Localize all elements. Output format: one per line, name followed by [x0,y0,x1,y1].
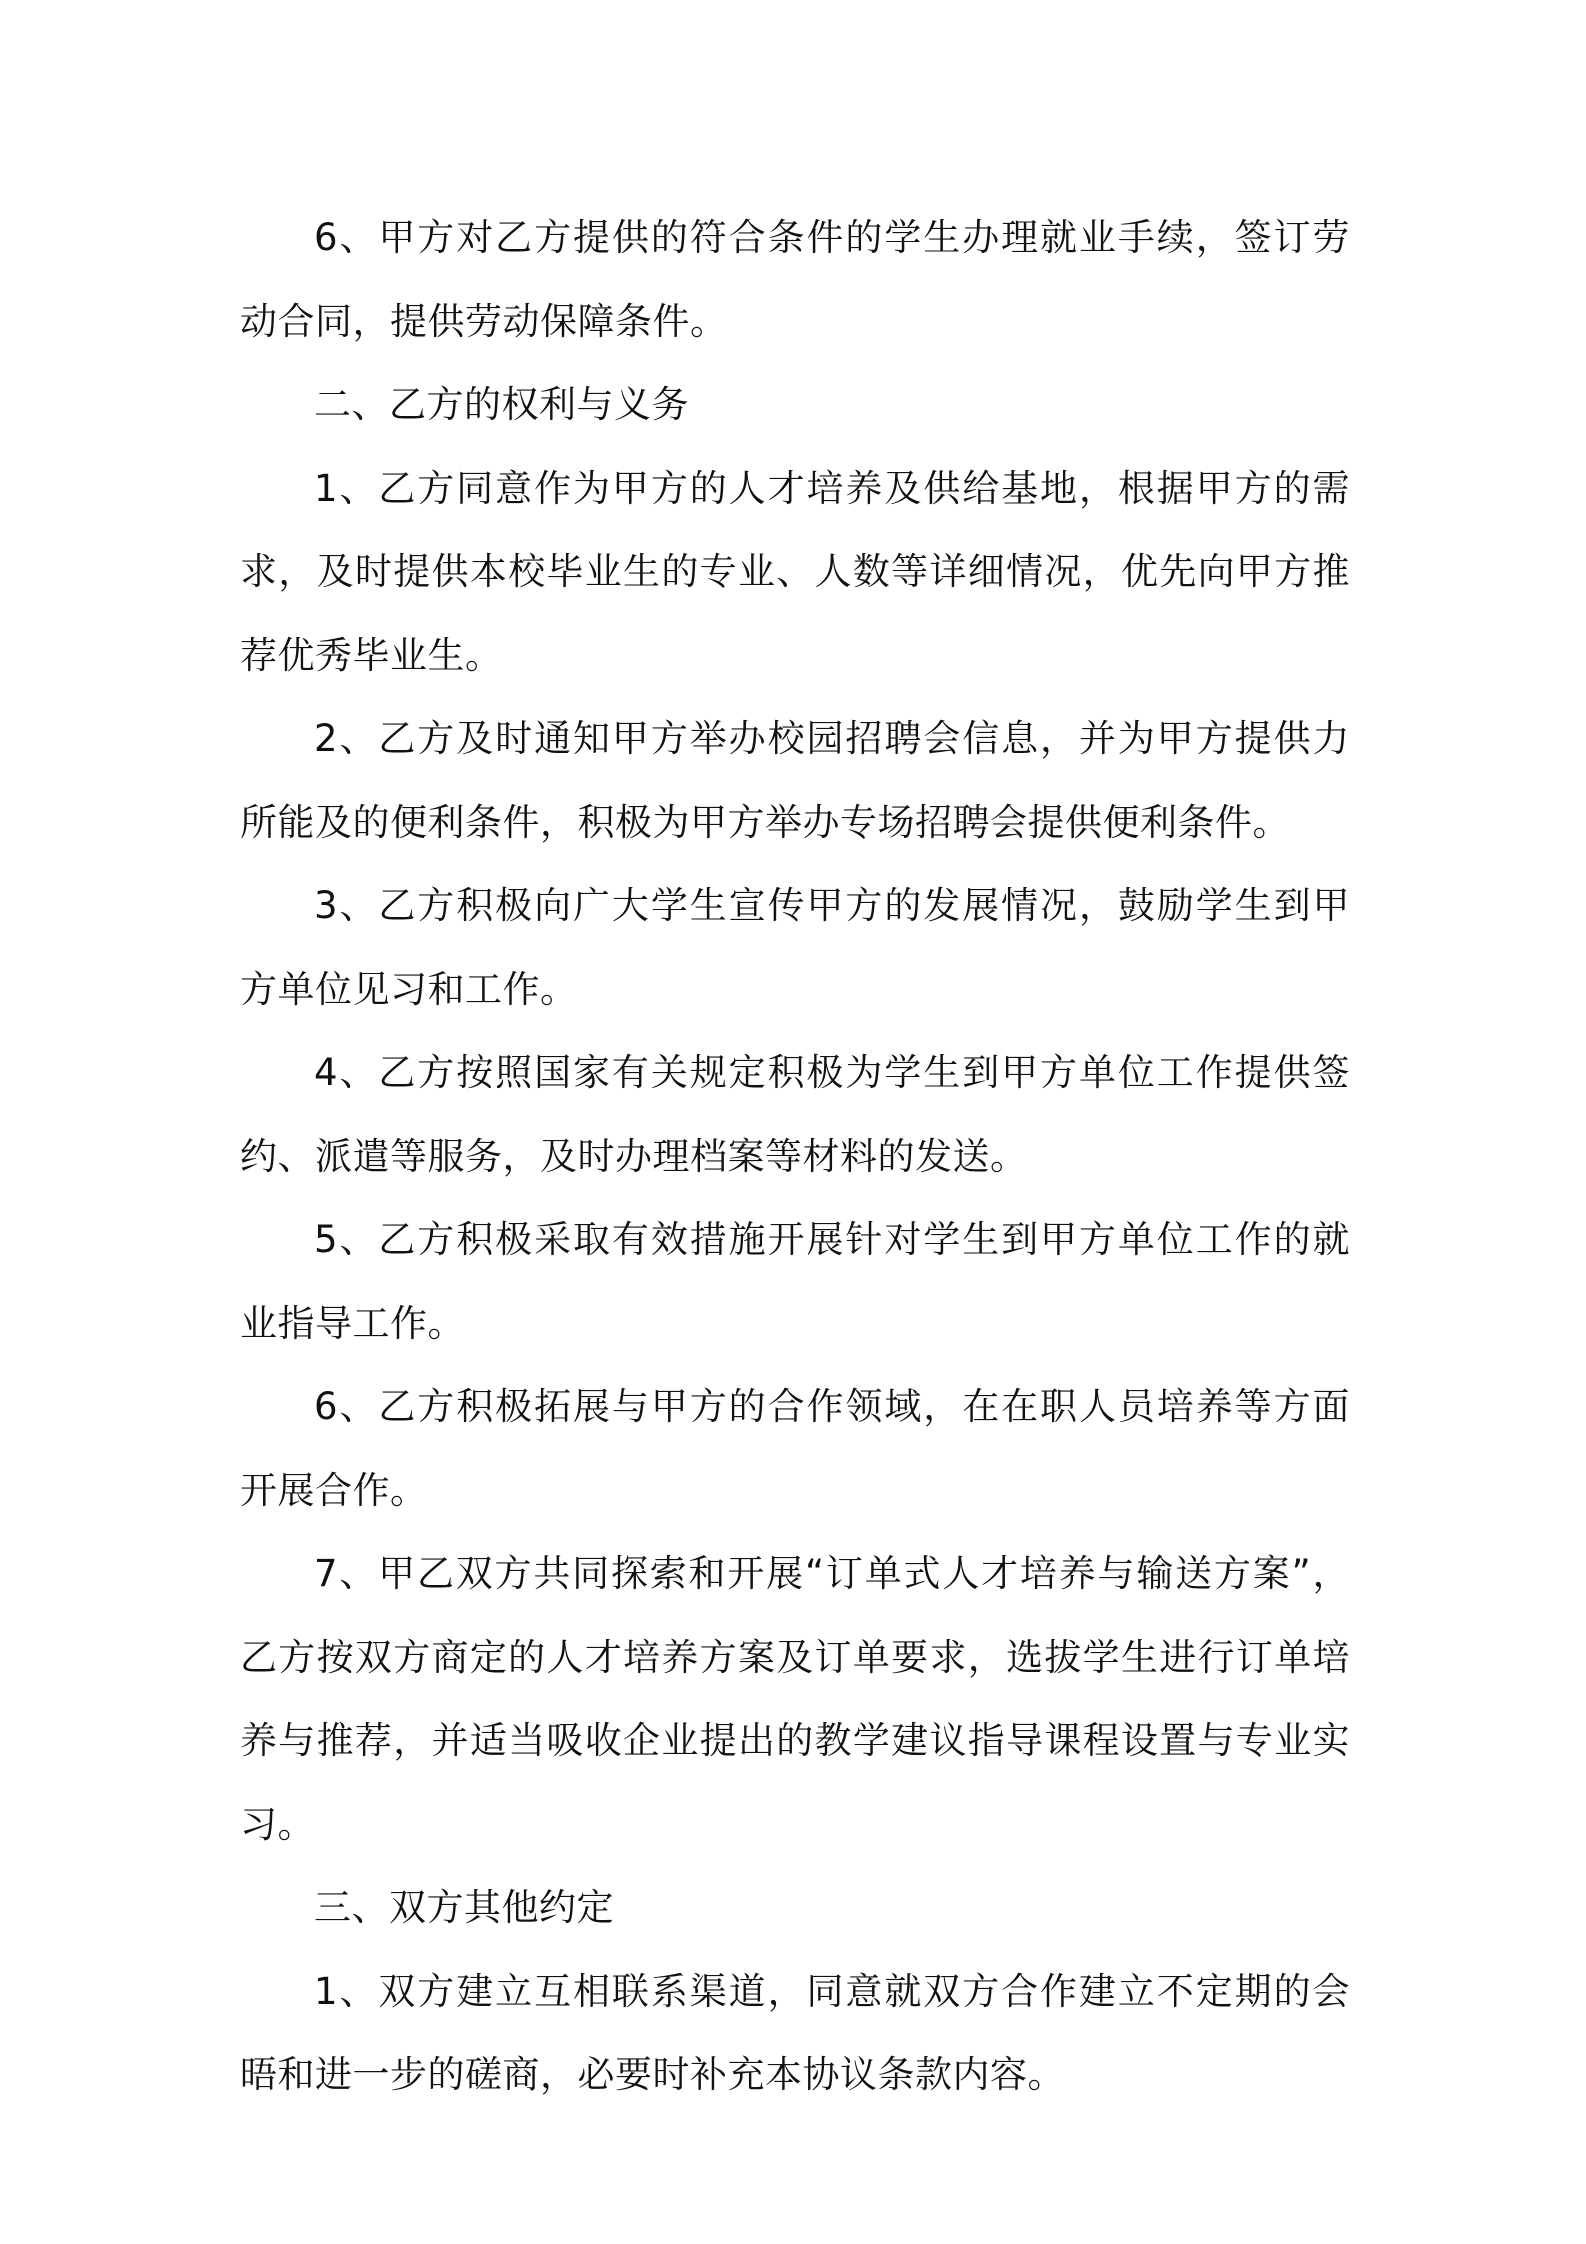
paragraph-party-b-item-1: 1、乙方同意作为甲方的人才培养及供给基地，根据甲方的需求，及时提供本校毕业生的专业、人数等详细情况，优先向甲方推荐优秀毕业生。 [240,466,1350,677]
paragraph-party-b-item-7: 7、甲乙双方共同探索和开展“订单式人才培养与输送方案”，乙方按双方商定的人才培养方案及订单要求，选拔学生进行订单培养与推荐，并适当吸收企业提出的教学建议指导课程设置与专业实习。 [240,1552,1350,1846]
section-heading-other-agreements: 三、双方其他约定 [314,1886,614,1929]
paragraph-party-b-item-4: 4、乙方按照国家有关规定积极为学生到甲方单位工作提供签约、派遣等服务，及时办理档案等材料的发送。 [240,1051,1350,1178]
section-heading-party-b-rights: 二、乙方的权利与义务 [314,383,689,426]
paragraph-party-b-item-6: 6、乙方积极拓展与甲方的合作领域，在在职人员培养等方面开展合作。 [240,1385,1350,1512]
paragraph-other-item-1: 1、双方建立互相联系渠道，同意就双方合作建立不定期的会晤和进一步的磋商，必要时补充本协议条款内容。 [240,1969,1350,2096]
paragraph-party-b-item-5: 5、乙方积极采取有效措施开展针对学生到甲方单位工作的就业指导工作。 [240,1218,1350,1345]
paragraph-party-b-item-3: 3、乙方积极向广大学生宣传甲方的发展情况，鼓励学生到甲方单位见习和工作。 [240,884,1350,1011]
paragraph-party-b-item-2: 2、乙方及时通知甲方举办校园招聘会信息，并为甲方提供力所能及的便利条件，积极为甲方举办专场招聘会提供便利条件。 [240,717,1350,844]
document-body [240,196,1350,2117]
paragraph-party-a-item-6: 6、甲方对乙方提供的符合条件的学生办理就业手续，签订劳动合同，提供劳动保障条件。 [240,216,1350,343]
